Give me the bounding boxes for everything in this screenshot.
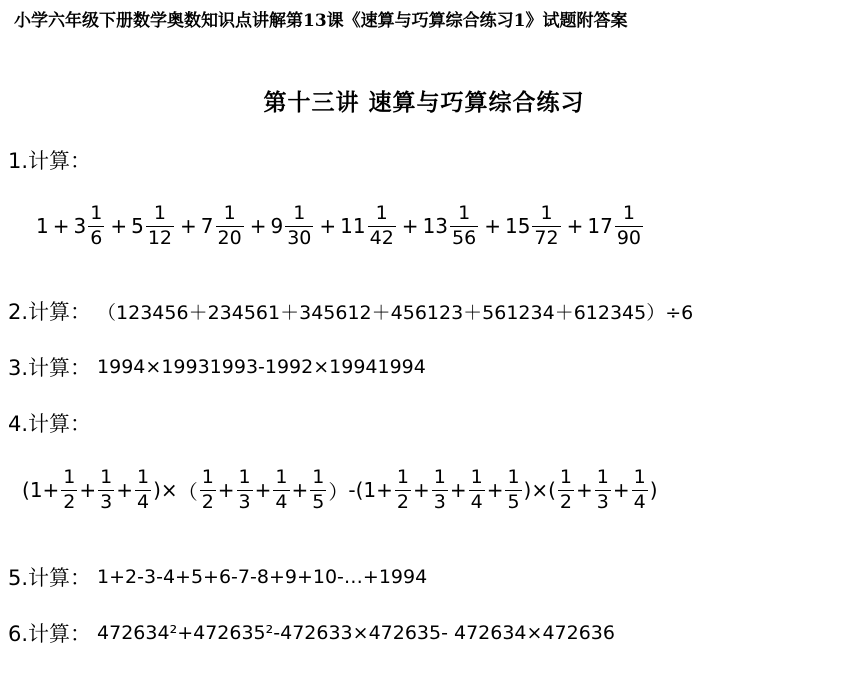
term-fraction (532, 204, 560, 249)
problem-4-label: 4.计算： (8, 412, 92, 436)
expr-denominator: 3 (100, 490, 113, 513)
term-numerator: 1 (622, 202, 635, 224)
mixed-number-term (505, 204, 563, 249)
expr-denominator: 5 (507, 490, 520, 513)
expr-fraction (395, 468, 411, 513)
expression-symbol: + (412, 478, 430, 503)
expression-symbol: + (486, 478, 504, 503)
expr-fraction (469, 468, 485, 513)
expression-symbol: + (79, 478, 97, 503)
whole-part: 7 (200, 214, 214, 239)
expr-numerator: 1 (100, 466, 113, 488)
expr-fraction (432, 468, 448, 513)
lecture-title: 第十三讲 速算与巧算综合练习 (263, 90, 585, 116)
problem-2-expression: （123456＋234561＋345612＋456123＋561234＋612345）÷6 (97, 301, 694, 324)
expr-fraction (273, 468, 289, 513)
expression-symbol: + (116, 478, 134, 503)
problem-2-label: 2.计算： (8, 300, 92, 324)
expr-fraction (135, 468, 151, 513)
plus-operator: + (566, 214, 584, 239)
mixed-number-term (270, 204, 315, 249)
mixed-number-term (131, 204, 176, 249)
expr-denominator: 3 (596, 490, 609, 513)
term-numerator: 1 (458, 202, 471, 224)
problem-6-label: 6.计算： (8, 622, 92, 646)
expr-fraction (595, 468, 611, 513)
whole-part: 11 (340, 214, 366, 239)
whole-part: 3 (73, 214, 87, 239)
expr-denominator: 4 (275, 490, 288, 513)
expression-symbol: × (160, 478, 178, 503)
expr-numerator: 1 (201, 466, 214, 488)
expression-symbol: )×( (523, 478, 556, 503)
expr-numerator: 1 (63, 466, 76, 488)
mixed-number-term (36, 214, 49, 238)
term-numerator: 1 (153, 202, 166, 224)
mixed-number-term (340, 204, 398, 249)
mixed-number-term (587, 204, 645, 249)
plus-operator: + (319, 214, 337, 239)
plus-operator: + (110, 214, 128, 239)
term-fraction (146, 204, 174, 249)
problem-4-expression (22, 468, 658, 513)
plus-operator: + (180, 214, 197, 239)
term-denominator: 42 (369, 226, 394, 249)
problem-3 (8, 352, 426, 382)
term-denominator: 6 (90, 226, 103, 249)
problem-3-expression: 1994×19931993-1992×19941994 (97, 356, 426, 378)
expr-fraction (505, 468, 521, 513)
whole-part: 1 (36, 214, 49, 239)
expression-symbol: + (449, 478, 467, 503)
expression-symbol: + (291, 478, 309, 503)
term-numerator: 1 (90, 202, 103, 224)
problem-5-expression: 1+2-3-4+5+6-7-8+9+10-…+1994 (97, 566, 428, 588)
expr-fraction (61, 468, 77, 513)
expr-numerator: 1 (238, 466, 251, 488)
expr-denominator: 2 (396, 490, 409, 513)
expr-numerator: 1 (433, 466, 446, 488)
term-numerator: 1 (540, 202, 553, 224)
term-fraction (216, 204, 244, 249)
mixed-number-term (74, 204, 107, 249)
mixed-number-term (201, 204, 246, 249)
expr-numerator: 1 (396, 466, 409, 488)
problem-1 (8, 145, 97, 175)
expr-numerator: 1 (559, 466, 573, 488)
term-numerator: 1 (223, 202, 236, 224)
expression-symbol: ） (328, 479, 349, 504)
problem-6-expression: 472634²+472635²-472633×472635- 472634×472636 (97, 622, 615, 644)
term-denominator: 56 (452, 226, 477, 249)
expr-numerator: 1 (596, 466, 609, 488)
term-denominator: 72 (534, 226, 559, 249)
expr-fraction (237, 468, 253, 513)
expression-symbol: ) (153, 478, 161, 503)
expression-symbol: + (254, 478, 272, 503)
mixed-number-term (423, 204, 481, 249)
expr-denominator: 2 (559, 490, 573, 513)
expr-denominator: 4 (633, 490, 646, 513)
expr-numerator: 1 (312, 466, 325, 488)
plus-operator: + (401, 214, 419, 239)
expr-denominator: 3 (433, 490, 446, 513)
expr-numerator: 1 (470, 466, 483, 488)
expr-numerator: 1 (507, 466, 520, 488)
expression-symbol: ( (22, 478, 30, 503)
term-fraction (88, 204, 104, 249)
term-fraction (285, 204, 313, 249)
plus-operator: + (484, 214, 501, 239)
problem-5-label: 5.计算： (8, 566, 92, 590)
term-fraction (450, 204, 478, 249)
plus-operator: + (249, 214, 267, 239)
expr-numerator: 1 (137, 466, 150, 488)
whole-part: 17 (587, 214, 613, 239)
expr-denominator: 5 (312, 490, 325, 513)
expr-fraction (200, 468, 216, 513)
expr-denominator: 3 (238, 490, 251, 513)
problem-2 (8, 296, 693, 326)
problem-1-expression (36, 204, 645, 249)
whole-part: 13 (422, 214, 449, 239)
expression-symbol: (1+ (355, 478, 393, 503)
term-denominator: 90 (616, 226, 642, 249)
expr-denominator: 4 (470, 490, 483, 513)
expr-fraction (310, 468, 326, 513)
problem-3-label: 3.计算： (8, 356, 92, 380)
expression-symbol: + (217, 478, 235, 503)
problem-4 (8, 408, 97, 438)
document-title: 小学六年级下册数学奥数知识点讲解第13课《速算与巧算综合练习1》试题附答案 (14, 11, 628, 31)
whole-part: 15 (504, 214, 531, 239)
term-fraction (368, 204, 396, 249)
problem-1-label: 1.计算： (8, 149, 92, 173)
whole-part: 5 (131, 214, 144, 239)
expression-symbol: - (348, 478, 356, 503)
expression-symbol: （ (177, 479, 198, 504)
whole-part: 9 (270, 214, 284, 239)
expr-fraction (558, 468, 574, 513)
term-denominator: 20 (217, 226, 242, 249)
expr-denominator: 4 (137, 490, 150, 513)
expr-numerator: 1 (633, 466, 646, 488)
plus-operator: + (52, 214, 70, 239)
expression-symbol: 1+ (29, 478, 60, 503)
problem-5 (8, 562, 427, 592)
term-denominator: 12 (147, 226, 173, 249)
expr-fraction (632, 468, 648, 513)
expr-denominator: 2 (63, 490, 76, 513)
expression-symbol: ) (649, 478, 658, 503)
term-fraction (615, 204, 643, 249)
term-denominator: 30 (287, 226, 312, 249)
problem-6 (8, 618, 615, 648)
expression-symbol: + (576, 478, 593, 503)
term-numerator: 1 (293, 202, 306, 224)
expr-denominator: 2 (201, 490, 214, 513)
term-numerator: 1 (375, 202, 388, 224)
expr-numerator: 1 (275, 466, 288, 488)
expr-fraction (98, 468, 114, 513)
expression-symbol: + (612, 478, 630, 503)
